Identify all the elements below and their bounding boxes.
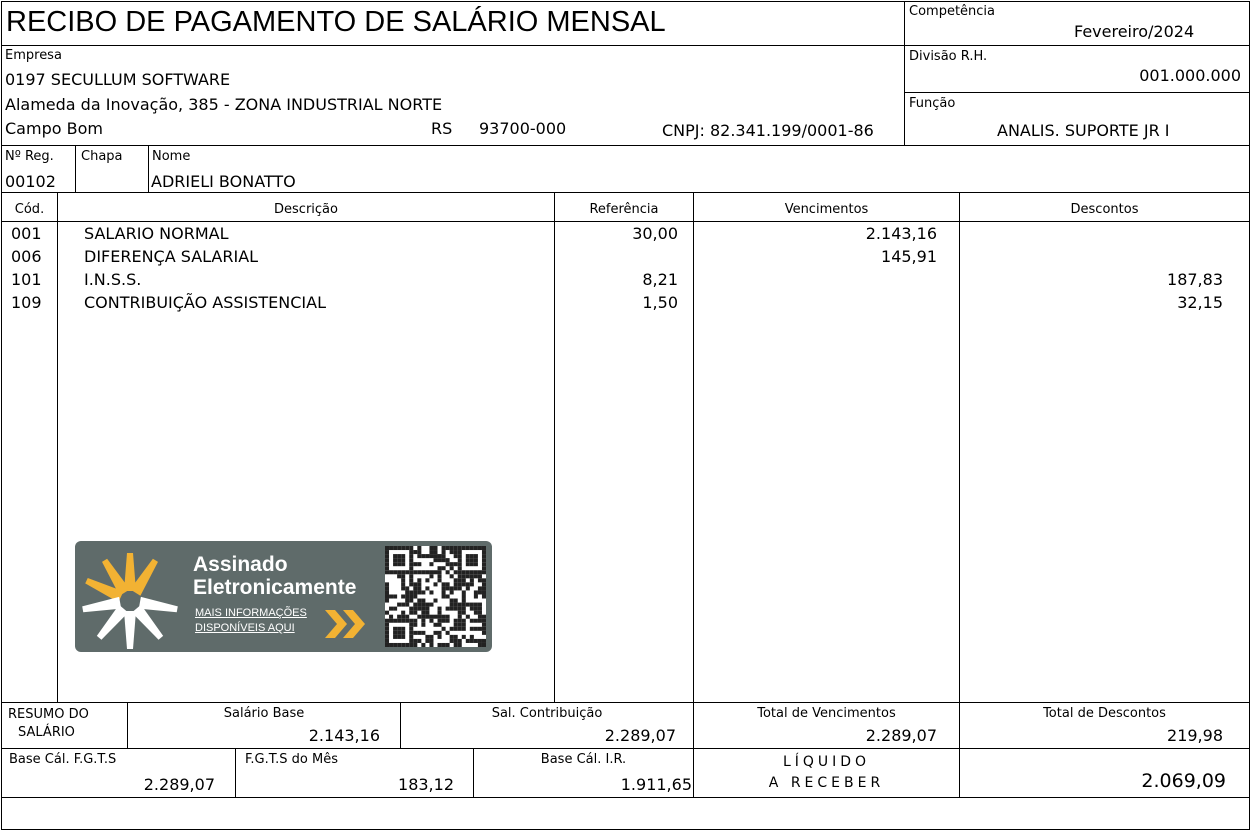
fgts-mes-label: F.G.T.S do Mês (245, 752, 338, 767)
base-fgts-value: 2.289,07 (143, 775, 215, 794)
empresa-cidade: Campo Bom (5, 119, 103, 138)
row-cod: 006 (11, 247, 42, 266)
empresa-label: Empresa (5, 48, 62, 63)
empresa-cnpj: CNPJ: 82.341.199/0001-86 (662, 121, 874, 140)
total-vencimentos-label: Total de Vencimentos (757, 706, 896, 721)
divisao-label: Divisão R.H. (909, 49, 988, 64)
competencia-label: Competência (909, 4, 996, 19)
double-chevron-icon (325, 610, 367, 638)
resumo-label-line1: RESUMO DO (8, 707, 89, 722)
row-descontos: 187,83 (1167, 270, 1223, 289)
col-header-referencia: Referência (589, 202, 659, 217)
row-vencimentos: 145,91 (881, 247, 937, 266)
sunburst-logo-icon (75, 541, 185, 652)
divisao-value: 001.000.000 (1139, 66, 1241, 85)
row-referencia: 8,21 (642, 270, 678, 289)
row-descricao: I.N.S.S. (84, 270, 142, 289)
sal-contribuicao-label: Sal. Contribuição (491, 706, 603, 721)
empresa-uf: RS (431, 119, 453, 138)
row-vencimentos: 2.143,16 (865, 224, 937, 243)
signature-badge[interactable] (75, 541, 492, 652)
col-header-descontos: Descontos (1070, 202, 1139, 217)
liquido-label-line2: A RECEBER (768, 775, 885, 791)
row-descontos: 32,15 (1177, 293, 1223, 312)
chapa-label: Chapa (81, 149, 123, 164)
col-header-vencimentos: Vencimentos (784, 202, 869, 217)
salario-base-value: 2.143,16 (308, 726, 380, 745)
row-descricao: DIFERENÇA SALARIAL (84, 247, 259, 266)
page-title: RECIBO DE PAGAMENTO DE SALÁRIO MENSAL (6, 6, 666, 38)
funcao-value: ANALIS. SUPORTE JR I (997, 121, 1170, 140)
funcao-label: Função (909, 96, 956, 111)
row-descricao: SALARIO NORMAL (84, 224, 229, 243)
row-cod: 001 (11, 224, 42, 243)
empresa-endereco: Alameda da Inovação, 385 - ZONA INDUSTRIAL NORTE (5, 95, 443, 114)
resumo-label-line2: SALÁRIO (18, 725, 75, 740)
competencia-value: Fevereiro/2024 (1074, 22, 1195, 41)
row-cod: 101 (11, 270, 42, 289)
base-fgts-label: Base Cál. F.G.T.S (9, 752, 117, 767)
total-vencimentos-value: 2.289,07 (865, 726, 937, 745)
badge-title-line1: Assinado (193, 553, 288, 576)
badge-link-line1[interactable]: MAIS INFORMAÇÕES (195, 607, 307, 619)
badge-title-line2: Eletronicamente (193, 576, 357, 599)
liquido-label-line1: LÍQUIDO (782, 754, 871, 770)
fgts-mes-value: 183,12 (398, 775, 454, 794)
nome-value: ADRIELI BONATTO (151, 172, 296, 191)
total-descontos-value: 219,98 (1167, 726, 1223, 745)
badge-link-line2[interactable]: DISPONÍVEIS AQUI (195, 622, 295, 634)
row-cod: 109 (11, 293, 42, 312)
empresa-cep: 93700-000 (479, 119, 567, 138)
qr-code-icon[interactable] (385, 546, 486, 647)
col-header-descricao: Descrição (274, 202, 338, 217)
base-ir-label: Base Cál. I.R. (540, 752, 627, 767)
sal-contribuicao-value: 2.289,07 (604, 726, 676, 745)
row-referencia: 1,50 (642, 293, 678, 312)
nome-label: Nome (152, 149, 191, 164)
reg-label: Nº Reg. (5, 149, 54, 164)
empresa-nome: 0197 SECULLUM SOFTWARE (5, 70, 231, 89)
salario-base-label: Salário Base (223, 706, 305, 721)
total-descontos-label: Total de Descontos (1043, 706, 1166, 721)
row-referencia: 30,00 (632, 224, 678, 243)
row-descricao: CONTRIBUIÇÃO ASSISTENCIAL (84, 293, 326, 312)
liquido-value: 2.069,09 (1141, 770, 1226, 792)
col-header-cod: Cód. (14, 202, 45, 217)
reg-value: 00102 (5, 172, 56, 191)
base-ir-value: 1.911,65 (620, 775, 692, 794)
